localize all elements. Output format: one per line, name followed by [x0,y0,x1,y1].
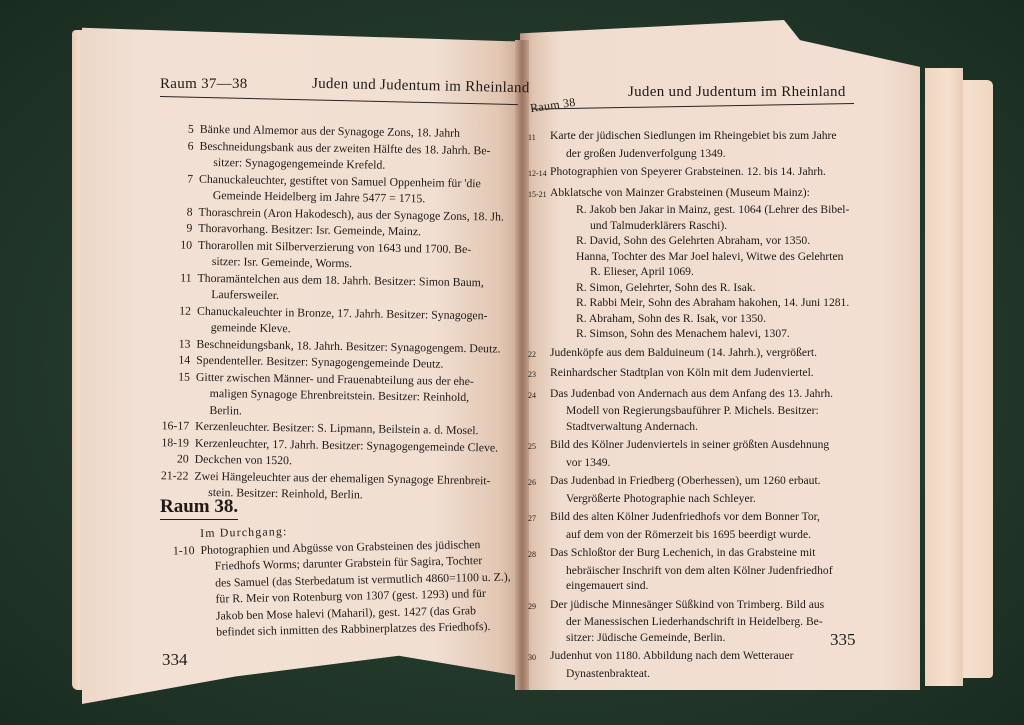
entry-number: 29 [528,601,536,611]
entry-text: Kerzenleuchter. Besitzer: S. Lipmann, Beilstein a. d. Mosel. [195,418,479,438]
entry-continuation: Gemeinde Heidelberg im Jahre 5477 = 1715. [212,187,426,206]
list-item [528,164,864,182]
list-item [528,473,864,506]
entry-number: 12 [179,302,192,318]
entry-text: Photographien und Abgüsse von Grabsteinen des jüdischen [200,536,481,557]
list-item [528,597,864,646]
entry-text: Abklatsche von Mainzer Grabsteinen (Museum Mainz): [550,185,810,199]
entry-continuation: Friedhofs Worms; darunter Grabstein für Sagira, Tochter [214,553,483,573]
entry-text: Judenhut von 1180. Abbildung nach dem Wetterauer [550,649,794,662]
right-page-edges-outer [963,80,993,678]
entry-text: Das Judenbad von Andernach aus dem Anfang des 13. Jahrh. [550,386,834,400]
section-entries [150,535,524,642]
list-item [528,185,864,342]
sub-item: und Talmuderklärers Raschi). [590,218,728,232]
entry-text: Beschneidungsbank, 18. Jahrh. Besitzer: Synagogengem. Deutz. [196,336,501,356]
sub-item: R. Elieser, April 1069. [590,265,694,278]
entry-number: 8 [186,204,193,219]
entry-number: 26 [528,478,536,487]
entry-text: Das Schloßtor der Burg Lechenich, in das Grabsteine mit [550,546,816,559]
entry-text: Thoramäntelchen aus dem 18. Jahrh. Besitzer: Simon Baum, [197,270,484,289]
entry-continuation: Vergrößerte Photographie nach Schleyer. [566,491,756,505]
entry-number: 28 [528,550,536,559]
entry-text: Kerzenleuchter, 17. Jahrh. Besitzer: Synagogengemeinde Cleve. [194,435,499,455]
entry-continuation: gemeinde Kleve. [210,319,291,336]
entry-text: Bänke und Almemor aus der Synagoge Zons, 18. Jahrh [199,121,461,140]
entry-continuation: auf dem von der Römerzeit bis 1695 beerdigt wurde. [566,527,812,541]
entry-text: Der jüdische Minnesänger Süßkind von Trimberg. Bild aus [550,597,825,611]
entry-continuation: Dynastenbrakteat. [566,666,651,680]
sub-item: R. David, Sohn des Gelehrten Abraham, vor 1350. [576,234,811,247]
sub-item: R. Rabbi Meir, Sohn des Abraham hakohen, 14. Juni 1281. [576,296,850,309]
entry-number: 13 [178,335,191,351]
entry-continuation: Berlin. [209,402,243,417]
entry-number: 10 [180,236,193,252]
entry-text: Gitter zwischen Männer- und Frauenabteilung aus der ehe- [195,369,474,388]
right-running-head-title: Juden und Judentum im Rheinland [628,84,846,100]
entry-text: Reinhardscher Stadtplan von Köln mit dem Judenviertel. [550,366,814,379]
list-item [145,367,518,422]
entry-text: Bild des alten Kölner Judenfriedhofs vor dem Bonner Tor, [550,510,820,523]
entry-continuation: befindet sich inmitten des Rabbinerplatzes des Friedhofs). [216,618,491,639]
entry-text: Beschneidungsbank aus der zweiten Hälfte des 18. Jahrh. Be- [199,138,491,157]
entry-number: 7 [187,171,194,186]
page-number-left: 334 [162,650,188,669]
entry-number: 21-22 [160,467,189,483]
entry-continuation: maligen Synagoge Ehrenbreitstein. Besitzer: Reinhold, [209,385,470,405]
list-item [528,386,864,435]
entry-text: Chanuckaleuchter in Bronze, 17. Jahrh. Besitzer: Synagogen- [196,303,488,322]
entry-text: Thorarollen mit Silberverzierung von 1643 und 1700. Be- [197,237,472,256]
list-item [528,509,864,542]
entry-text: Chanuckaleuchter, gestiftet von Samuel Oppenheim für 'die [198,171,481,190]
list-item [528,365,864,383]
entry-number: 25 [528,442,536,451]
list-item [528,545,864,594]
entry-number: 5 [187,121,194,136]
entry-continuation: eingemauert sind. [566,579,649,592]
entry-number: 16-17 [161,418,190,433]
sub-item: R. Jakob ben Jakar in Mainz, gest. 1064 (Lehrer des Bibel- [576,203,850,216]
entry-continuation: sitzer: Jüdische Gemeinde, Berlin. [566,630,726,644]
entry-continuation: der großen Judenverfolgung 1349. [566,146,726,160]
entry-number: 12-14 [528,169,547,178]
entry-continuation: des Samuel (das Sterbedatum ist vermutlich 4860=1100 u. Z.), [215,568,511,590]
entry-continuation: sitzer: Synagogengemeinde Krefeld. [213,155,386,172]
list-item [528,128,864,161]
entry-text: Photographien von Speyerer Grabsteinen. 12. bis 14. Jahrh. [550,165,826,178]
entry-continuation: stein. Besitzer: Reinhold, Berlin. [208,484,363,502]
left-page-entries [144,120,522,505]
section-subheading: Im Durchgang: [200,524,288,540]
entry-number: 18-19 [161,434,190,450]
entry-continuation: sitzer: Isr. Gemeinde, Worms. [211,253,353,271]
entry-text: Spendenteller. Besitzer: Synagogengemeinde Deutz. [196,352,444,371]
entry-number: 22 [528,349,536,359]
entry-text: Bild des Kölner Judenviertels in seiner größten Ausdehnung [550,438,830,451]
entry-text: Zwei Hängeleuchter aus der ehemaligen Synagoge Ehrenbreit- [194,468,491,487]
entry-continuation: für R. Meir von Rotenburg von 1307 (gest. 1293) und für [215,585,487,606]
entry-text: Deckchen von 1520. [194,451,293,468]
list-item [528,345,864,363]
entry-text: Thoravorhang. Besitzer: Isr. Gemeinde, Mainz. [198,220,422,239]
entry-number: 15 [178,368,191,384]
page-number-right: 335 [830,630,856,649]
left-running-head-title: Juden und Judentum im Rheinland [311,75,530,97]
list-item [528,648,864,681]
entry-text: Karte der jüdischen Siedlungen im Rheingebiet bis zum Jahre [550,129,837,142]
entry-continuation: Jakob ben Mose halevi (Maharil), gest. 1427 (das Grab [215,602,477,623]
sub-item: R. Simon, Gelehrter, Sohn des R. Isak. [576,280,756,294]
raum-38-block [150,518,524,641]
entry-number: 30 [528,653,536,662]
entry-continuation: Stadtverwaltung Andernach. [566,419,699,433]
entry-text: Thoraschrein (Aron Hakodesch), aus der Synagoge Zons, 18. Jh. [198,204,504,224]
right-page-edges-inner [925,68,963,686]
entry-continuation: vor 1349. [566,455,611,469]
entry-number: 11 [528,133,536,142]
entry-number: 6 [187,138,194,153]
list-item [150,535,524,642]
list-item [528,437,864,470]
entry-continuation: hebräischer Inschrift von dem alten Kölner Judenfriedhof [566,563,833,577]
entry-text: Das Judenbad in Friedberg (Oberhessen), um 1260 erbaut. [550,474,821,487]
entry-number: 15-21 [528,189,547,199]
entry-number: 1-10 [172,542,195,558]
entry-number: 20 [176,451,189,466]
entry-text: Judenköpfe aus dem Balduineum (14. Jahrh.), vergrößert. [550,345,818,359]
entry-number: 23 [528,370,536,379]
entry-number: 9 [186,220,193,235]
entry-number: 27 [528,514,536,523]
sub-item: Hanna, Tochter des Mar Joel halevi, Witwe des Gelehrten [576,249,844,263]
entry-number: 24 [528,390,536,400]
entry-number: 14 [178,352,191,367]
entry-continuation: Laufersweiler. [211,286,280,303]
right-running-head-room: Raum 38 [529,94,577,116]
sub-item: R. Abraham, Sohn des R. Isak, vor 1350. [576,311,766,325]
right-page-entries [528,128,864,684]
entry-number: 11 [180,269,192,285]
entry-continuation: Modell von Regierungsbauführer P. Michels. Besitzer: [566,404,819,417]
left-running-head-room: Raum 37—38 [160,76,248,92]
sub-item: R. Simson, Sohn des Menachem halevi, 1307. [576,327,790,340]
section-title-raum-38: Raum 38. [160,496,238,520]
entry-continuation: der Manessischen Liederhandschrift in Heidelberg. Be- [566,615,823,628]
